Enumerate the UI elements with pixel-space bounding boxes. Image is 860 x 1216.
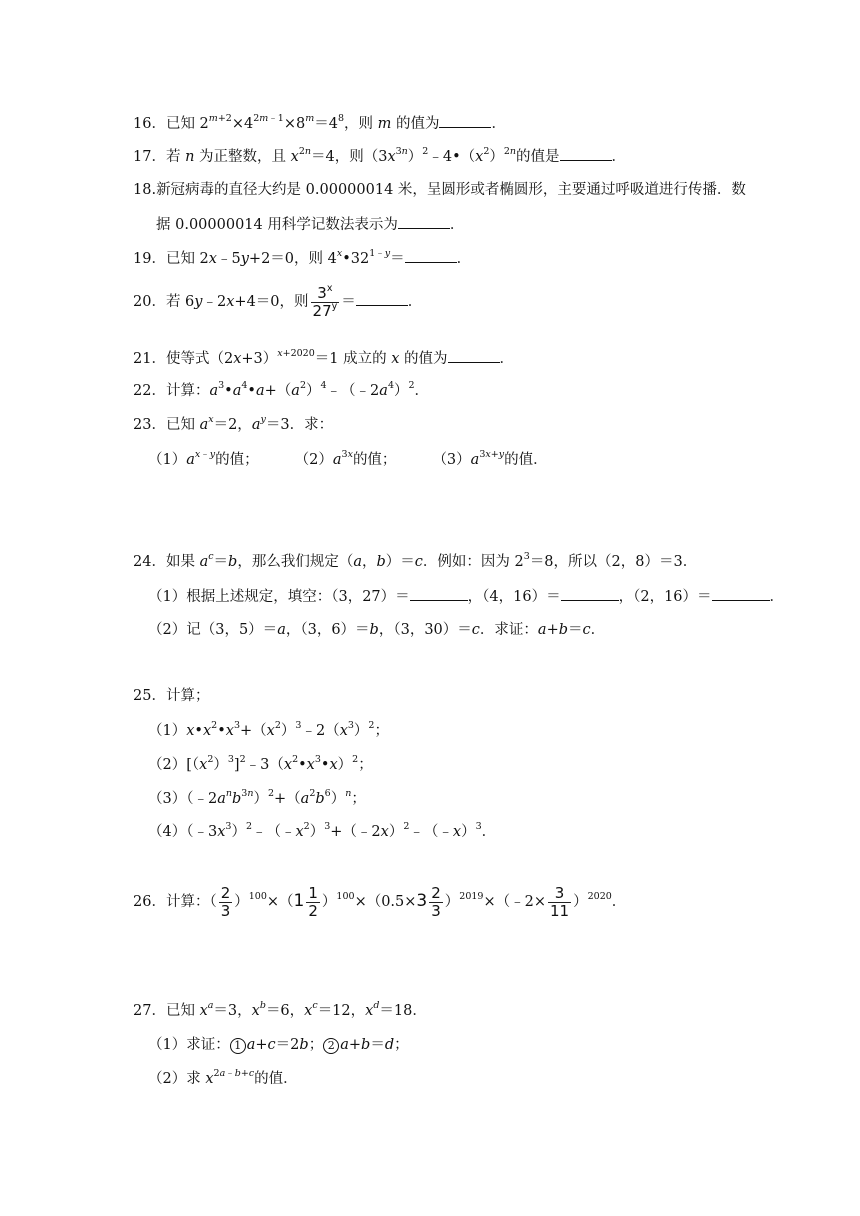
question-27-part1: （1）求证： 1 a+c＝2b； 2 a+b＝d； — [148, 1037, 409, 1053]
question-16: 16．已知 $2^{m+2}\times 4^{2m﹣1}\times 8^m=4^8$，则 m 的值为 ． — [133, 113, 506, 132]
answer-blank[interactable] — [712, 586, 770, 601]
answer-blank[interactable] — [561, 586, 619, 601]
question-24-part1: （1）根据上述规定，填空：（3，27）＝ ，（4，16）＝ ，（2，16）＝ ． — [148, 586, 784, 607]
question-17: 17．若 n 为正整数，且 $x^{2n}=4$，则$(3x^{3n})^2﹣4•(x^2)^{2n}$的值是 ． — [133, 146, 627, 165]
fraction: $\frac{2}{3}$ — [431, 883, 441, 920]
question-number: 20． — [133, 294, 166, 310]
answer-blank[interactable] — [398, 214, 450, 229]
question-number: 25． — [133, 688, 166, 704]
question-25-part1: $(1)x•x^2•x^3+(x^2)^3﹣2(x^3)^2$； — [148, 720, 389, 739]
question-27-part2: （2）求 $x^{2a﹣b+c}$的值． — [148, 1068, 298, 1087]
question-number: 19． — [133, 251, 166, 267]
question-27: 27．已知 $x^a=3$，$x^b=6$，$x^c=12$，$x^d=18$． — [133, 1000, 427, 1019]
question-25: 25．计算； — [133, 688, 210, 704]
question-23: 23．已知 $a^x=2$，$a^y=3$．求： — [133, 414, 334, 433]
fraction: $\frac{1}{2}$ — [308, 883, 318, 920]
question-25-part3: $(3)(﹣2a^nb^{3n})^2+(a^2b^6)^n$； — [148, 788, 366, 807]
fraction: $\frac{2}{3}$ — [220, 883, 231, 920]
fraction: $\frac{3^x}{27^y}$ — [312, 282, 338, 320]
question-number: 26． — [133, 894, 166, 910]
question-18-line2: 据 0.00000014 用科学记数法表示为 ． — [156, 214, 464, 235]
question-number: 18. — [133, 182, 157, 198]
question-20: 20．若 6y﹣2x+4＝0，则 $\frac{3^x}{27^y}$ ＝ ． — [133, 282, 423, 320]
question-23-parts: $(1)a^{x﹣y}$的值； $(2)a^{3x}$的值； $(3)a^{3x+y}$的值． — [148, 449, 548, 468]
question-21: 21．使等式$(2x+3)^{x+2020}=1$ 成立的 x 的值为 ． — [133, 348, 514, 367]
question-number: 16． — [133, 116, 166, 132]
question-24: 24．如果 $a^c=b$，那么我们规定（a，b）＝c．例如：因为 $2^3=8$，所以（2，8）＝3． — [133, 551, 698, 570]
question-19: 19．已知 2x﹣5y+2＝0，则 $4^x•32^{1﹣y}=$ ． — [133, 248, 472, 267]
question-number: 17． — [133, 149, 166, 165]
question-number: 24． — [133, 554, 166, 570]
fraction: $\frac{3}{11}$ — [550, 883, 570, 920]
question-24-part2: （2）记（3，5）＝a，（3，6）＝b，（3，30）＝c．求证：a+b＝c． — [148, 622, 606, 638]
question-25-part2: $(2)[(x^2)^3]^2﹣3(x^2•x^3•x)^2$； — [148, 754, 373, 773]
answer-blank[interactable] — [560, 146, 612, 161]
question-number: 21． — [133, 351, 166, 367]
question-18-line1: 18.新冠病毒的直径大约是 0.00000014 米，呈圆形或者椭圆形，主要通过呼吸道进行传播．数 — [133, 182, 746, 198]
answer-blank[interactable] — [410, 586, 468, 601]
question-25-part4: $(4)(﹣3x^3)^2﹣(﹣x^2)^3+(﹣2x)^2﹣(﹣x)^3$． — [148, 821, 497, 840]
question-22: 22．计算：$a^3•a^4•a+(a^2)^4﹣(﹣2a^4)^2$． — [133, 380, 430, 399]
answer-blank[interactable] — [439, 113, 491, 128]
question-number: 22． — [133, 383, 166, 399]
answer-blank[interactable] — [405, 248, 457, 263]
answer-blank[interactable] — [356, 291, 408, 306]
question-26: 26．计算：（ $\frac{2}{3}$ ）$^{100}$×（1 $\frac{1}{2}$ ）$^{100}$×（0.5×3 $\frac{2}{3}$ ）$^{2019}$×（﹣2× $\frac{3}{11}$ ）$^{2020}$． — [133, 883, 627, 920]
question-number: 23． — [133, 417, 166, 433]
answer-blank[interactable] — [448, 348, 500, 363]
question-number: 27． — [133, 1003, 166, 1019]
